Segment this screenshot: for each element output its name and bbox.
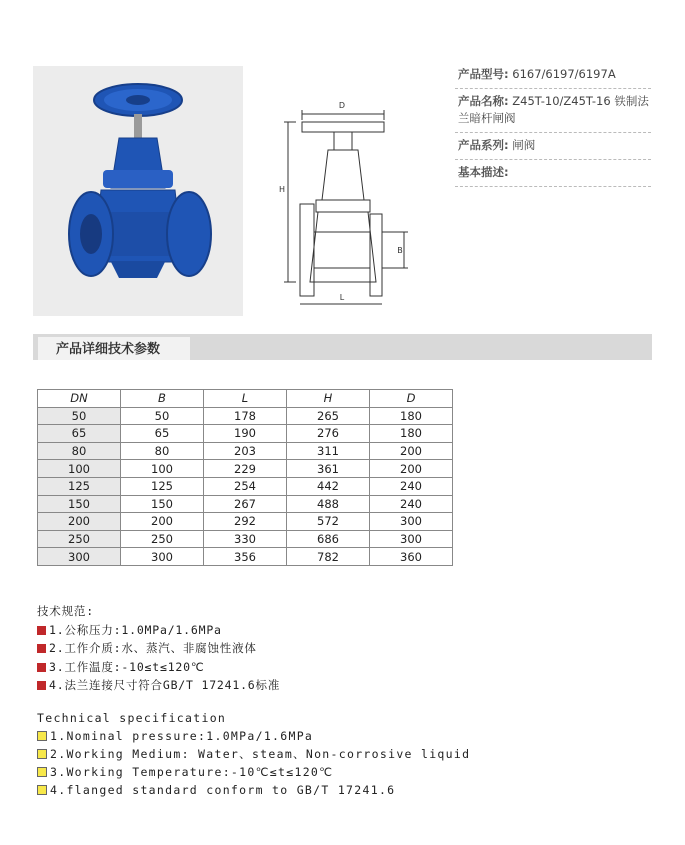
table-cell: 180 — [370, 407, 453, 425]
table-cell: 250 — [121, 530, 204, 548]
table-cell: 180 — [370, 425, 453, 443]
note-text: 2.Working Medium: Water、steam、Non-corrosive liquid — [50, 747, 471, 761]
table-cell: 292 — [204, 513, 287, 531]
gate-valve-image — [33, 66, 243, 316]
note-item — [37, 727, 470, 745]
table-cell: 300 — [38, 548, 121, 566]
table-row — [38, 442, 453, 460]
table-cell: 203 — [204, 442, 287, 460]
square-bullet-icon — [37, 681, 46, 690]
info-value: Z45T-10/Z45T-16 铁制法兰暗杆闸阀 — [458, 94, 649, 125]
table-cell: 190 — [204, 425, 287, 443]
table-cell: 311 — [287, 442, 370, 460]
table-cell: 150 — [38, 495, 121, 513]
table-cell: 50 — [121, 407, 204, 425]
table-cell: 100 — [38, 460, 121, 478]
table-row — [38, 460, 453, 478]
table-cell: 200 — [370, 442, 453, 460]
table-row — [38, 513, 453, 531]
table-cell: 686 — [287, 530, 370, 548]
info-row-model — [455, 62, 651, 89]
table-row — [38, 530, 453, 548]
column-header: D — [370, 390, 453, 408]
table-cell: 229 — [204, 460, 287, 478]
table-cell: 267 — [204, 495, 287, 513]
info-label: 产品名称: — [458, 94, 509, 108]
note-text: 4.法兰连接尺寸符合GB/T 17241.6标准 — [49, 678, 281, 692]
info-label: 产品型号: — [458, 67, 509, 81]
square-bullet-icon — [37, 767, 47, 777]
notes-title: Technical specification — [37, 711, 227, 725]
table-cell: 300 — [370, 530, 453, 548]
note-text: 1.Nominal pressure:1.0MPa/1.6MPa — [50, 729, 314, 743]
notes-title: 技术规范: — [37, 604, 94, 618]
table-cell: 300 — [121, 548, 204, 566]
note-item — [37, 763, 470, 781]
table-cell: 150 — [121, 495, 204, 513]
drawing-label-d: D — [338, 101, 346, 110]
info-value: 闸阀 — [512, 138, 536, 152]
drawing-label-h: H — [278, 185, 286, 194]
info-label: 基本描述: — [458, 165, 509, 179]
note-item — [37, 781, 470, 799]
note-item — [37, 639, 280, 658]
table-row — [38, 548, 453, 566]
table-cell: 276 — [287, 425, 370, 443]
table-cell: 200 — [370, 460, 453, 478]
note-item — [37, 658, 280, 677]
table-cell: 265 — [287, 407, 370, 425]
table-cell: 250 — [38, 530, 121, 548]
table-header-row — [38, 390, 453, 408]
table-cell: 488 — [287, 495, 370, 513]
table-cell: 254 — [204, 477, 287, 495]
info-value: 6167/6197/6197A — [512, 67, 616, 81]
table-cell: 50 — [38, 407, 121, 425]
drawing-label-l: L — [339, 293, 345, 302]
square-bullet-icon — [37, 644, 46, 653]
valve-dimension-drawing — [272, 92, 432, 312]
column-header: L — [204, 390, 287, 408]
table-cell: 360 — [370, 548, 453, 566]
info-row-series — [455, 133, 651, 160]
note-text: 3.Working Temperature:-10℃≤t≤120℃ — [50, 765, 334, 779]
tech-spec-en — [37, 709, 470, 799]
square-bullet-icon — [37, 731, 47, 741]
section-title: 产品详细技术参数 — [38, 337, 190, 360]
product-info-list — [455, 62, 651, 187]
note-text: 4.flanged standard conform to GB/T 17241.6 — [50, 783, 396, 797]
table-body — [38, 407, 453, 565]
info-row-name — [455, 89, 651, 133]
table-cell: 100 — [121, 460, 204, 478]
table-cell: 442 — [287, 477, 370, 495]
note-text: 3.工作温度:-10≤t≤120℃ — [49, 659, 205, 674]
table-cell: 178 — [204, 407, 287, 425]
table-cell: 65 — [38, 425, 121, 443]
column-header: H — [287, 390, 370, 408]
square-bullet-icon — [37, 663, 46, 672]
spec-table — [37, 389, 453, 566]
note-item — [37, 676, 280, 695]
note-item — [37, 745, 470, 763]
table-cell: 361 — [287, 460, 370, 478]
product-photo — [33, 66, 243, 316]
table-cell: 572 — [287, 513, 370, 531]
note-text: 2.工作介质:水、蒸汽、非腐蚀性液体 — [49, 641, 257, 655]
table-cell: 300 — [370, 513, 453, 531]
drawing-label-b: B — [397, 246, 403, 255]
table-cell: 200 — [121, 513, 204, 531]
table-cell: 240 — [370, 477, 453, 495]
table-cell: 65 — [121, 425, 204, 443]
square-bullet-icon — [37, 626, 46, 635]
table-cell: 330 — [204, 530, 287, 548]
table-row — [38, 495, 453, 513]
table-cell: 80 — [38, 442, 121, 460]
table-row — [38, 407, 453, 425]
info-label: 产品系列: — [458, 138, 509, 152]
table-cell: 80 — [121, 442, 204, 460]
table-cell: 200 — [38, 513, 121, 531]
table-cell: 125 — [121, 477, 204, 495]
table-cell: 782 — [287, 548, 370, 566]
note-text: 1.公称压力:1.0MPa/1.6MPa — [49, 622, 222, 637]
column-header: B — [121, 390, 204, 408]
table-row — [38, 425, 453, 443]
square-bullet-icon — [37, 785, 47, 795]
tech-spec-cn — [37, 602, 280, 695]
table-row — [38, 477, 453, 495]
table-cell: 125 — [38, 477, 121, 495]
square-bullet-icon — [37, 749, 47, 759]
note-item — [37, 621, 280, 640]
table-cell: 240 — [370, 495, 453, 513]
info-row-description — [455, 160, 651, 187]
column-header: DN — [38, 390, 121, 408]
table-cell: 356 — [204, 548, 287, 566]
